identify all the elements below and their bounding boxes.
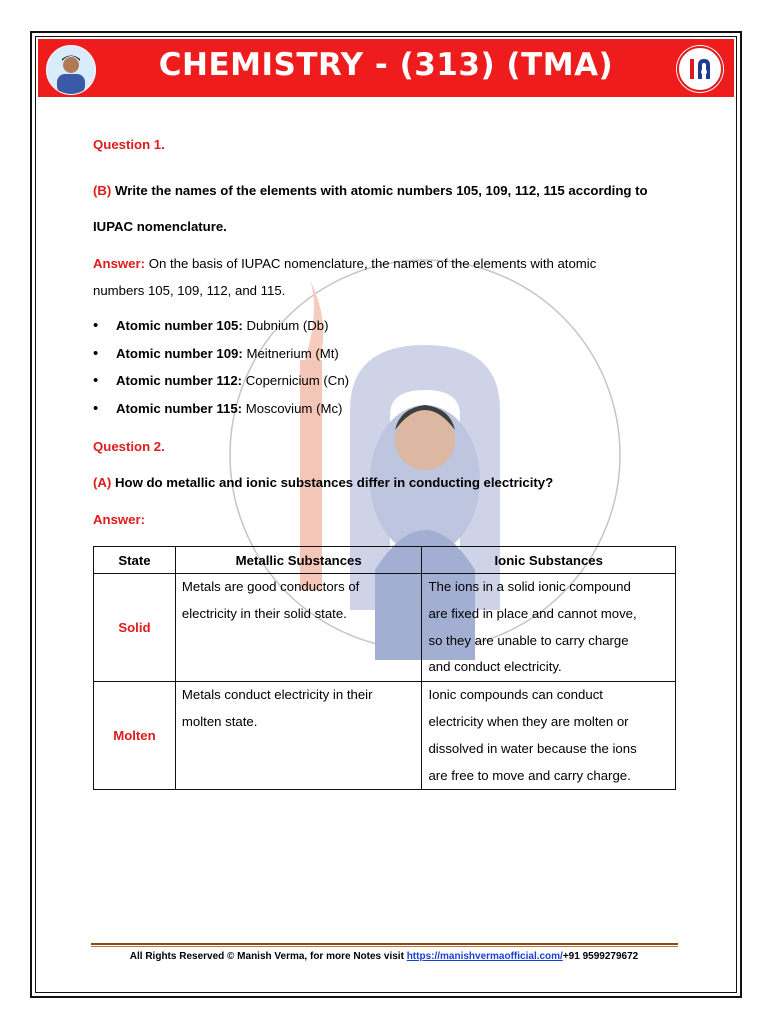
footer-website-link[interactable]: https://manishvermaofficial.com/ [406,951,563,962]
answer-line1: On the basis of IUPAC nomenclature, the names of the elements with atomic [148,256,597,271]
answer-line2: numbers 105, 109, 112, and 115. [93,283,286,298]
question-1-text [93,183,648,198]
metallic-cell: Metals are good conductors of electricity in their solid state. [175,574,422,682]
ionic-cell: The ions in a solid ionic compound are fixed in place and cannot move, so they are unable to carry charge and conduct electricity. [422,574,676,682]
table-row [94,574,676,682]
table-header-cell: State [94,547,176,574]
list-item: • Atomic number 105: Dubnium (Db) [93,318,349,346]
question-2-text-line: How do metallic and ionic substances differ in conducting electricity? [114,475,554,490]
table-header-cell: Ionic Substances [422,547,676,574]
table-header-row [94,547,676,574]
state-cell: Solid [94,574,176,682]
answer-label: Answer: [93,256,146,271]
footer-copyright: All Rights Reserved © Manish Verma, for more Notes visit [129,951,407,962]
table-row [94,682,676,790]
ionic-cell: Ionic compounds can conduct electricity when they are molten or dissolved in water because the ions are free to move and carry charge. [422,682,676,790]
question-2-answer-label: Answer: [93,512,146,527]
question-1-text-line1: Write the names of the elements with atomic numbers 105, 109, 112, 115 according to [114,183,648,198]
table-header-cell: Metallic Substances [175,547,422,574]
comparison-table [93,546,676,790]
question-1-heading: Question 1. [93,137,165,152]
question-2-heading: Question 2. [93,439,165,454]
question-2-text [93,475,553,490]
list-item: • Atomic number 115: Moscovium (Mc) [93,401,349,429]
state-cell: Molten [94,682,176,790]
element-list [93,318,349,428]
list-item: • Atomic number 112: Copernicium (Cn) [93,373,349,401]
question-1-answer [93,256,596,271]
metallic-cell: Metals conduct electricity in their molten state. [175,682,422,790]
question-2-part: (A) [93,475,112,490]
list-item: • Atomic number 109: Meitnerium (Mt) [93,346,349,374]
institution-logo-icon [676,45,724,93]
question-1-text-line2: IUPAC nomenclature. [93,219,227,234]
footer-divider-thin [91,946,678,947]
footer-phone: +91 9599279672 [562,951,639,962]
question-1-part: (B) [93,183,112,198]
header-banner [38,39,734,97]
footer [0,951,768,962]
footer-divider [91,943,678,945]
page-title: CHEMISTRY - (313) (TMA) [158,47,614,83]
